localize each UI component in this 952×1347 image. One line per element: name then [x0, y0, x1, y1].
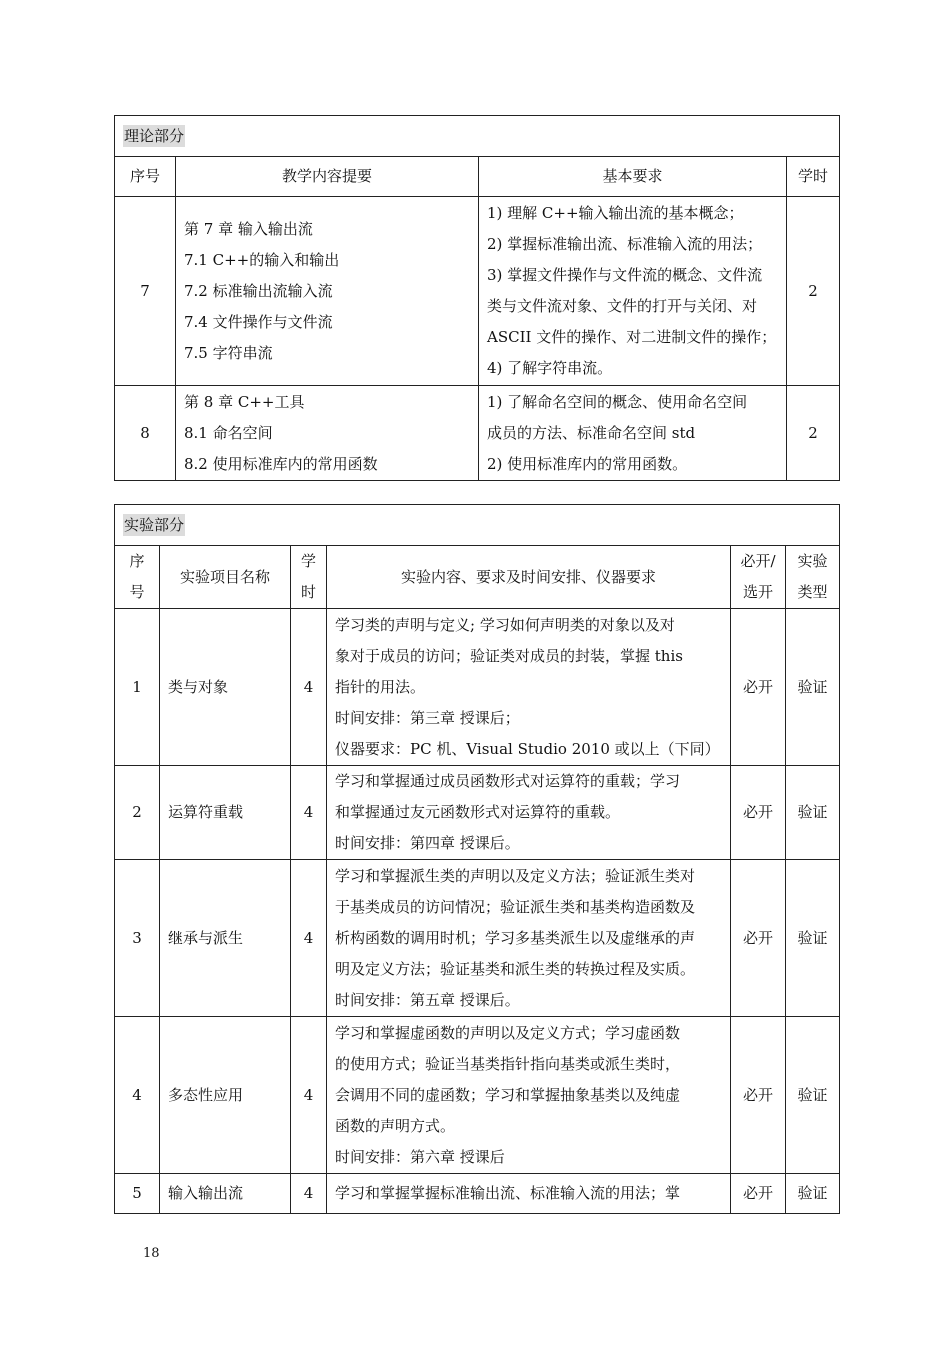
table-row [115, 197, 840, 386]
lab-row-no: 1 [115, 609, 160, 766]
lab-row-content: 学习和掌握虚函数的声明以及定义方式；学习虚函数 的使用方式；验证当基类指针指向基类或派生类时， 会调用不同的虚函数；学习和掌握抽象基类以及纯虚 函数的声明方式。 时间安排：第六章 授课后 [327, 1017, 731, 1174]
theory-row-content: 第 8 章 C++工具 8.1 命名空间 8.2 使用标准库内的常用函数 [176, 386, 479, 481]
theory-header-hours: 学时 [787, 157, 840, 197]
theory-row-requirements: 1) 理解 C++输入输出流的基本概念； 2) 掌握标准输出流、标准输入流的用法； 3) 掌握文件操作与文件流的概念、文件流 类与文件流对象、文件的打开与关闭、对 ASCII 文件的操作、对二进制文件的操作； 4) 了解字符串流。 [479, 197, 787, 386]
lab-header-type: 实验 类型 [786, 546, 840, 609]
lab-row-required: 必开 [731, 609, 786, 766]
lab-row-required: 必开 [731, 1017, 786, 1174]
lab-row-no: 3 [115, 860, 160, 1017]
lab-row-content: 学习和掌握掌握标准输出流、标准输入流的用法；掌 [327, 1174, 731, 1214]
lab-header-hours: 学 时 [291, 546, 327, 609]
lab-table [114, 504, 840, 1214]
theory-row-hours: 2 [787, 197, 840, 386]
theory-header-requirements: 基本要求 [479, 157, 787, 197]
theory-header-content: 教学内容提要 [176, 157, 479, 197]
lab-row-name: 运算符重载 [160, 766, 291, 860]
lab-row-type: 验证 [786, 766, 840, 860]
lab-row-name: 继承与派生 [160, 860, 291, 1017]
lab-header-no: 序 号 [115, 546, 160, 609]
table-row [115, 609, 840, 766]
lab-row-hours: 4 [291, 609, 327, 766]
table-row [115, 386, 840, 481]
lab-row-type: 验证 [786, 860, 840, 1017]
lab-row-hours: 4 [291, 766, 327, 860]
lab-header-name: 实验项目名称 [160, 546, 291, 609]
lab-header-content: 实验内容、要求及时间安排、仪器要求 [327, 546, 731, 609]
lab-row-required: 必开 [731, 766, 786, 860]
lab-row-hours: 4 [291, 860, 327, 1017]
lab-row-required: 必开 [731, 1174, 786, 1214]
lab-row-content: 学习类的声明与定义; 学习如何声明类的对象以及对 象对于成员的访问；验证类对成员的封装，掌握 this 指针的用法。 时间安排：第三章 授课后； 仪器要求：PC 机、Visual Studio 2010 或以上（下同） [327, 609, 731, 766]
table-row [115, 766, 840, 860]
lab-row-type: 验证 [786, 1017, 840, 1174]
theory-row-content: 第 7 章 输入输出流 7.1 C++的输入和输出 7.2 标准输出流输入流 7.4 文件操作与文件流 7.5 字符串流 [176, 197, 479, 386]
theory-section-title: 理论部分 [115, 116, 840, 157]
theory-row-no: 8 [115, 386, 176, 481]
lab-row-type: 验证 [786, 609, 840, 766]
lab-row-content: 学习和掌握派生类的声明以及定义方法；验证派生类对 于基类成员的访问情况；验证派生类和基类构造函数及 析构函数的调用时机；学习多基类派生以及虚继承的声 明及定义方法；验证基类和派生类的转换过程及实质。 时间安排：第五章 授课后。 [327, 860, 731, 1017]
theory-row-requirements: 1) 了解命名空间的概念、使用命名空间 成员的方法、标准命名空间 std 2) 使用标准库内的常用函数。 [479, 386, 787, 481]
theory-row-hours: 2 [787, 386, 840, 481]
lab-row-no: 5 [115, 1174, 160, 1214]
lab-row-no: 4 [115, 1017, 160, 1174]
lab-row-content: 学习和掌握通过成员函数形式对运算符的重载；学习 和掌握通过友元函数形式对运算符的重载。 时间安排：第四章 授课后。 [327, 766, 731, 860]
theory-header-no: 序号 [115, 157, 176, 197]
lab-header-required: 必开/ 选开 [731, 546, 786, 609]
lab-row-required: 必开 [731, 860, 786, 1017]
lab-row-name: 输入输出流 [160, 1174, 291, 1214]
table-row [115, 1174, 840, 1214]
lab-row-hours: 4 [291, 1174, 327, 1214]
lab-section-title: 实验部分 [115, 505, 840, 546]
lab-row-name: 多态性应用 [160, 1017, 291, 1174]
lab-row-type: 验证 [786, 1174, 840, 1214]
page-number: 18 [143, 1246, 160, 1261]
table-row [115, 1017, 840, 1174]
lab-row-hours: 4 [291, 1017, 327, 1174]
theory-table [114, 115, 840, 481]
lab-row-no: 2 [115, 766, 160, 860]
lab-row-name: 类与对象 [160, 609, 291, 766]
table-row [115, 860, 840, 1017]
theory-row-no: 7 [115, 197, 176, 386]
